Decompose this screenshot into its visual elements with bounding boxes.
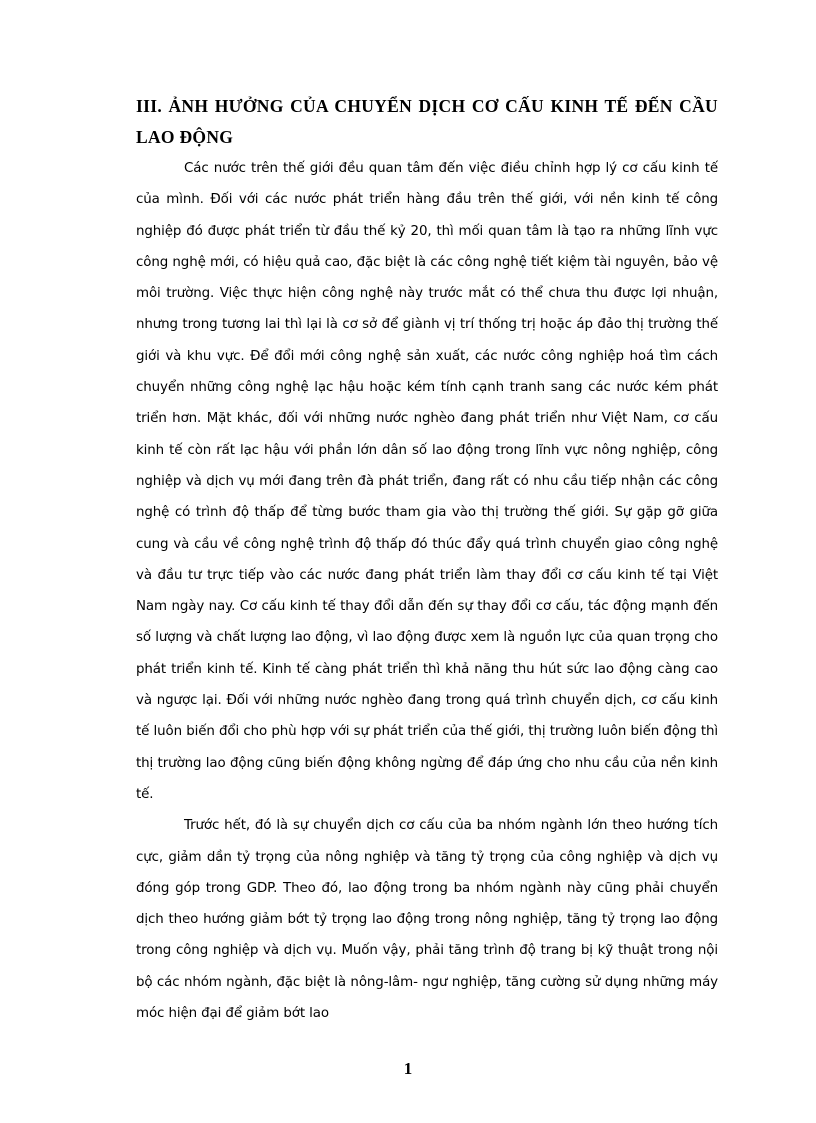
page-content [136, 91, 718, 1029]
body-paragraph-1: Các nước trên thế giới đều quan tâm đến việc điều chỉnh hợp lý cơ cấu kinh tế của mình. Đối với các nước phát triển hàng đầu trên thế giới, với nền kinh tế công nghiệp đó được phát triển từ đầu thế kỷ 20, thì mối quan tâm là tạo ra những lĩnh vực công nghệ mới, có hiệu quả cao, đặc biệt là các công nghệ tiết kiệm tài nguyên, bảo vệ môi trường. Việc thực hiện công nghệ này trước mắt có thể chưa thu được lợi nhuận, nhưng trong tương lai thì lại là cơ sở để giành vị trí thống trị hoặc áp đảo thị trường thế giới và khu vực. Để đổi mới công nghệ sản xuất, các nước công nghiệp hoá tìm cách chuyển những công nghệ lạc hậu hoặc kém tính cạnh tranh sang các nước kém phát triển hơn. Mặt khác, đối với những nước nghèo đang phát triển như Việt Nam, cơ cấu kinh tế còn rất lạc hậu với phần lớn dân số lao động trong lĩnh vực nông nghiệp, công nghiệp và dịch vụ mới đang trên đà phát triển, đang rất có nhu cầu tiếp nhận các công nghệ có trình độ thấp để từng bước tham gia vào thị trường thế giới. Sự gặp gỡ giữa cung và cầu về công nghệ trình độ thấp đó thúc đẩy quá trình chuyển giao công nghệ và đầu tư trực tiếp vào các nước đang phát triển làm thay đổi cơ cấu kinh tế tại Việt Nam ngày nay. Cơ cấu kinh tế thay đổi dẫn đến sự thay đổi cơ cấu, tác động mạnh đến số lượng và chất lượng lao động, vì lao động được xem là nguồn lực của quan trọng cho phát triển kinh tế. Kinh tế càng phát triển thì khả năng thu hút sức lao động càng cao và ngược lại. Đối với những nước nghèo đang trong quá trình chuyển dịch, cơ cấu kinh tế luôn biến đổi cho phù hợp với sự phát triển của thế giới, thị trường luôn biến động thì thị trường lao động cũng biến động không ngừng để đáp ứng cho nhu cầu của nền kinh tế. [136, 161, 718, 802]
body-paragraph-2: Trước hết, đó là sự chuyển dịch cơ cấu của ba nhóm ngành lớn theo hướng tích cực, giảm dần tỷ trọng của nông nghiệp và tăng tỷ trọng của công nghiệp và dịch vụ đóng góp trong GDP. Theo đó, lao động trong ba nhóm ngành này cũng phải chuyển dịch theo hướng giảm bớt tỷ trọng lao động trong nông nghiệp, tăng tỷ trọng lao động trong công nghiệp và dịch vụ. Muốn vậy, phải tăng trình độ trang bị kỹ thuật trong nội bộ các nhóm ngành, đặc biệt là nông-lâm- ngư nghiệp, tăng cường sử dụng những máy móc hiện đại để giảm bớt lao [136, 818, 718, 1022]
section-heading: III. ẢNH HƯỞNG CỦA CHUYỂN DỊCH CƠ CẤU KINH TẾ ĐẾN CẦU LAO ĐỘNG [136, 96, 718, 147]
page-number: 1 [403, 1059, 413, 1078]
